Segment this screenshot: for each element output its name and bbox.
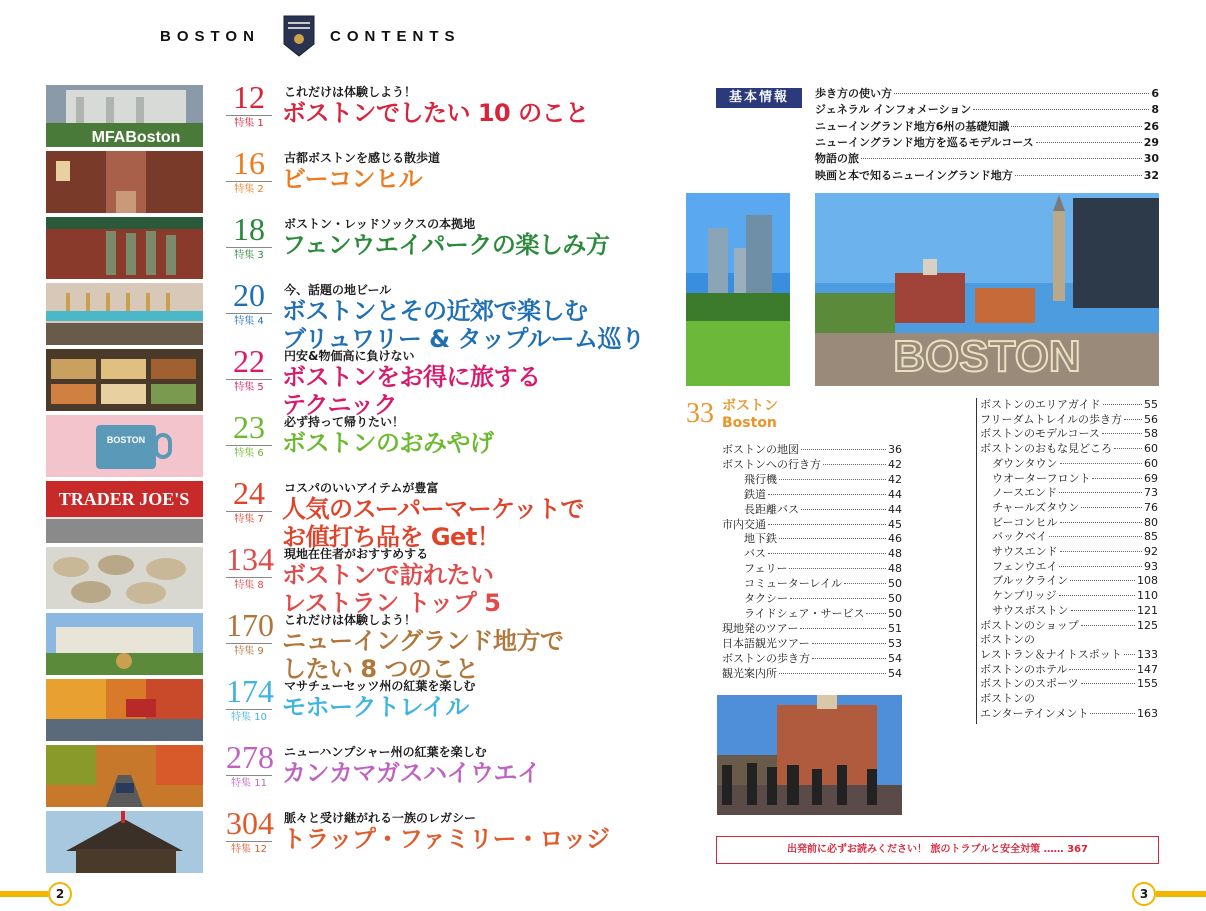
toc-entry-page: 8 <box>1151 103 1159 117</box>
toc-entry-label: バス <box>744 547 766 561</box>
feature-subtitle: これだけは体験しよう！ <box>284 613 417 627</box>
toc-entry-page: 6 <box>1151 87 1159 100</box>
toc-entry[interactable] <box>722 622 902 636</box>
svg-text:TRADER JOE'S: TRADER JOE'S <box>58 489 190 509</box>
header-boston: BOSTON <box>160 28 260 45</box>
feature-tag: 特集 8 <box>226 577 272 591</box>
toc-entry[interactable] <box>815 169 1159 183</box>
toc-entry[interactable] <box>992 501 1158 515</box>
toc-entry-page: 60 <box>1144 456 1158 470</box>
toc-entry[interactable] <box>992 530 1158 544</box>
toc-entry[interactable] <box>815 136 1159 150</box>
page-number-right: 3 <box>1132 882 1156 906</box>
feature-title[interactable]: ボストンのおみやげ <box>282 429 494 457</box>
toc-entry-page: 50 <box>888 592 902 605</box>
toc-entry-label: 物語の旅 <box>815 152 859 166</box>
boston-section-number: 33 <box>686 398 714 429</box>
toc-entry-label: ジェネラル インフォメーション <box>815 103 972 117</box>
toc-leader-dots <box>1102 433 1142 434</box>
toc-entry[interactable] <box>815 103 1159 117</box>
toc-entry-page: 76 <box>1144 500 1158 514</box>
toc-entry[interactable] <box>980 648 1158 662</box>
feature-tag: 特集 11 <box>226 775 272 789</box>
toc-entry-label: ダウンタウン <box>992 456 1058 470</box>
toc-entry[interactable] <box>815 120 1159 134</box>
feature-subtitle: マサチューセッツ州の紅葉を楽しむ <box>284 679 476 693</box>
feature-title[interactable]: お値打ち品を Get！ <box>282 523 501 551</box>
toc-entry-label: ボストンへの行き方 <box>722 457 821 471</box>
boston-common-badge-icon <box>282 14 316 58</box>
toc-entry[interactable] <box>722 652 902 666</box>
safety-notice[interactable]: 出発前に必ずお読みください！ 旅のトラブルと安全対策 …… 367 <box>716 836 1159 864</box>
toc-leader-dots <box>790 598 886 599</box>
toc-entry[interactable] <box>992 560 1158 574</box>
feature-photo-traderjoes <box>46 481 203 543</box>
toc-entry-label: ボストンのおもな見どころ <box>980 442 1112 456</box>
svg-text:BOSTON: BOSTON <box>106 435 146 445</box>
toc-leader-dots <box>1114 448 1142 449</box>
toc-entry-label: レストラン＆ナイトスポット <box>980 647 1122 661</box>
toc-entry-label: ボストンのスポーツ <box>980 677 1079 691</box>
toc-entry-label: 日本語観光ツアー <box>722 636 810 650</box>
toc-entry-label: ボストンのモデルコース <box>980 427 1100 441</box>
feature-title[interactable]: レストラン トップ 5 <box>282 589 501 617</box>
toc-entry[interactable] <box>980 663 1158 677</box>
toc-leader-dots <box>1124 419 1142 420</box>
toc-entry-label: ビーコンヒル <box>992 515 1058 529</box>
toc-entry-page: 125 <box>1137 618 1158 632</box>
feature-title[interactable]: ブリュワリー & タップルーム巡り <box>282 325 645 353</box>
toc-leader-dots <box>789 568 886 569</box>
boston-section-title <box>722 398 778 432</box>
toc-entry-label: ニューイングランド地方6州の基礎知識 <box>815 119 1010 133</box>
feature-page-number[interactable]: 304 <box>226 805 274 841</box>
toc-leader-dots <box>768 494 886 495</box>
toc-entry-label: 地下鉄 <box>744 532 777 546</box>
toc-entry-page: 133 <box>1137 647 1158 661</box>
feature-page-number[interactable]: 134 <box>226 541 274 577</box>
toc-entry-label: サウスエンド <box>992 545 1058 558</box>
toc-entry[interactable] <box>722 443 902 457</box>
feature-title[interactable]: ボストンをお得に旅する <box>282 363 541 391</box>
feature-subtitle: 現地在住者がおすすめする <box>284 547 429 561</box>
feature-title[interactable]: 人気のスーパーマーケットで <box>282 495 584 523</box>
toc-entry-label: エンターテインメント <box>980 706 1089 720</box>
toc-entry-page: 54 <box>888 651 902 665</box>
toc-leader-dots <box>812 658 886 659</box>
toc-entry-label: 飛行機 <box>744 472 777 486</box>
feature-page-number[interactable]: 16 <box>233 145 265 181</box>
feature-page-number[interactable]: 12 <box>233 79 265 115</box>
toc-leader-dots <box>894 93 1149 94</box>
feature-tag: 特集 1 <box>226 115 272 129</box>
toc-entry-label: 観光案内所 <box>722 666 777 680</box>
feature-page-number[interactable]: 20 <box>233 277 265 313</box>
toc-leader-dots <box>844 583 886 584</box>
toc-entry[interactable] <box>744 607 902 621</box>
toc-entry-page: 50 <box>888 577 902 591</box>
toc-entry[interactable] <box>992 589 1158 603</box>
toc-entry[interactable] <box>744 488 902 502</box>
toc-entry-label: バックベイ <box>992 530 1047 544</box>
toc-leader-dots <box>1011 126 1141 127</box>
feature-page-number[interactable]: 278 <box>226 739 274 775</box>
toc-leader-dots <box>1069 669 1135 670</box>
feature-subtitle: 古都ボストンを感じる散歩道 <box>284 151 441 165</box>
toc-entry-page: 51 <box>888 621 902 635</box>
toc-entry[interactable] <box>744 547 902 561</box>
feature-title[interactable]: ボストンとその近郊で楽しむ <box>282 297 588 325</box>
column-divider <box>976 398 977 724</box>
feature-page-number[interactable]: 23 <box>233 409 265 445</box>
feature-subtitle: コスパのいいアイテムが豊富 <box>284 481 439 495</box>
toc-entry[interactable] <box>980 413 1158 427</box>
feature-subtitle: 今、話題の地ビール <box>284 283 392 297</box>
toc-entry[interactable] <box>980 677 1158 691</box>
toc-leader-dots <box>823 464 886 465</box>
toc-leader-dots <box>1036 142 1142 143</box>
toc-leader-dots <box>1070 580 1135 581</box>
toc-leader-dots <box>973 109 1149 110</box>
svg-text:MFABoston: MFABoston <box>91 129 181 146</box>
toc-entry-page: 54 <box>888 666 902 680</box>
toc-leader-dots <box>1060 463 1142 464</box>
toc-entry-page: 42 <box>888 472 902 486</box>
toc-entry-page: 48 <box>888 562 902 576</box>
feature-tag: 特集 7 <box>226 511 272 525</box>
toc-entry-label: ボストンの地図 <box>722 443 799 456</box>
feature-subtitle: 必ず持って帰りたい！ <box>284 415 405 429</box>
toc-leader-dots <box>800 628 886 629</box>
toc-entry-page: 55 <box>1144 398 1158 411</box>
feature-subtitle: これだけは体験しよう！ <box>284 85 417 99</box>
toc-entry[interactable] <box>722 637 902 651</box>
toc-leader-dots <box>779 673 886 674</box>
feature-photo-buffet <box>46 349 203 411</box>
page-bar-right <box>1156 891 1206 897</box>
toc-entry-label: 市内交通 <box>722 517 766 531</box>
feature-subtitle: ボストン・レッドソックスの本拠地 <box>284 217 476 231</box>
toc-leader-dots <box>1092 478 1142 479</box>
feature-photo-fenway <box>46 217 203 279</box>
toc-entry[interactable] <box>744 503 902 517</box>
toc-entry[interactable] <box>980 633 1158 647</box>
toc-entry[interactable] <box>992 486 1158 500</box>
toc-entry[interactable] <box>744 592 902 606</box>
toc-entry[interactable] <box>815 152 1159 166</box>
toc-entry-label: チャールズタウン <box>992 500 1080 514</box>
feature-photo-lodge <box>46 811 203 873</box>
feature-tag: 特集 10 <box>226 709 272 723</box>
toc-entry-label: 鉄道 <box>744 487 766 501</box>
feature-title[interactable]: フェンウエイパークの楽しみ方 <box>282 231 610 259</box>
toc-entry-page: 93 <box>1144 559 1158 573</box>
toc-entry-label: フェンウエイ <box>992 559 1058 573</box>
toc-leader-dots <box>1103 404 1142 405</box>
toc-entry-page: 26 <box>1143 119 1159 133</box>
toc-leader-dots <box>779 538 886 539</box>
toc-leader-dots <box>866 613 886 614</box>
toc-entry-label: 現地発のツアー <box>722 621 799 635</box>
feature-page-number[interactable]: 174 <box>226 673 274 709</box>
toc-entry-page: 53 <box>888 636 902 650</box>
toc-entry-label: タクシー <box>744 592 788 605</box>
toc-entry-page: 36 <box>888 443 902 456</box>
feature-title[interactable]: トラップ・ファミリー・ロッジ <box>282 825 610 853</box>
toc-entry-page: 92 <box>1144 545 1158 558</box>
toc-entry-label: フェリー <box>744 562 788 576</box>
toc-leader-dots <box>1049 536 1142 537</box>
toc-entry-page: 45 <box>888 517 902 531</box>
faneuil-hall-boston-sign-photo <box>815 193 1159 386</box>
feature-page-number[interactable]: 18 <box>233 211 265 247</box>
toc-entry-label: ウオーターフロント <box>992 471 1091 485</box>
toc-entry-page: 80 <box>1144 515 1158 529</box>
toc-entry[interactable] <box>722 458 902 472</box>
feature-photo-alley <box>46 151 203 213</box>
feature-photo-beer <box>46 283 203 345</box>
toc-leader-dots <box>768 553 886 554</box>
toc-entry[interactable] <box>980 398 1158 412</box>
toc-leader-dots <box>779 479 886 480</box>
toc-entry-label: ブルックライン <box>992 574 1069 588</box>
feature-photo-mfa <box>46 85 203 147</box>
faneuil-hall-crowd-photo <box>717 695 902 815</box>
toc-entry[interactable] <box>744 577 902 591</box>
toc-entry-page: 147 <box>1137 662 1158 676</box>
toc-leader-dots <box>1059 492 1142 493</box>
feature-subtitle: ニューハンプシャー州の紅葉を楽しむ <box>284 745 487 759</box>
feature-page-number[interactable]: 24 <box>233 475 265 511</box>
toc-entry-label: ボストンの <box>980 633 1035 647</box>
toc-entry-page: 108 <box>1137 574 1158 588</box>
toc-entry-page: 110 <box>1137 589 1158 603</box>
toc-leader-dots <box>1081 683 1135 684</box>
toc-leader-dots <box>1124 654 1135 655</box>
feature-page-number[interactable]: 170 <box>226 607 274 643</box>
toc-entry-page: 44 <box>888 502 902 516</box>
toc-entry-page: 48 <box>888 547 902 561</box>
toc-entry-page: 32 <box>1143 168 1159 182</box>
toc-leader-dots <box>861 158 1142 159</box>
toc-entry-page: 50 <box>888 606 902 620</box>
toc-entry[interactable] <box>992 545 1158 559</box>
toc-entry-label: ニューイングランド地方を巡るモデルコース <box>815 135 1034 149</box>
toc-entry-label: ノースエンド <box>992 486 1058 500</box>
toc-entry-page: 30 <box>1143 152 1159 166</box>
toc-entry-label: ボストンの歩き方 <box>722 651 810 665</box>
toc-entry-page: 155 <box>1137 677 1158 691</box>
toc-entry[interactable] <box>992 472 1158 486</box>
toc-entry-label: ボストンのホテル <box>980 662 1068 676</box>
feature-photo-oysters <box>46 547 203 609</box>
toc-entry-label: 歩き方の使い方 <box>815 87 892 100</box>
toc-entry[interactable] <box>980 692 1158 706</box>
toc-entry[interactable] <box>744 473 902 487</box>
toc-entry-label: ライドシェア・サービス <box>744 606 865 620</box>
toc-leader-dots <box>768 524 886 525</box>
toc-entry-label: ボストンの <box>980 692 1035 705</box>
toc-entry[interactable] <box>980 427 1158 441</box>
toc-entry-label: コミューターレイル <box>744 577 843 591</box>
feature-tag: 特集 3 <box>226 247 272 261</box>
feature-photo-mansion <box>46 613 203 675</box>
toc-leader-dots <box>1071 610 1135 611</box>
feature-title[interactable]: テクニック <box>282 391 398 419</box>
kihon-label: 基本情報 <box>716 88 802 108</box>
feature-photo-road <box>46 745 203 807</box>
toc-entry-page: 73 <box>1144 486 1158 500</box>
toc-entry[interactable] <box>744 562 902 576</box>
feature-page-number[interactable]: 22 <box>233 343 265 379</box>
toc-entry[interactable] <box>722 667 902 681</box>
feature-tag: 特集 5 <box>226 379 272 393</box>
toc-entry-page: 29 <box>1143 135 1159 149</box>
boston-sign-text: BOSTON <box>893 332 1081 381</box>
toc-entry-page: 56 <box>1144 412 1158 426</box>
toc-entry-page: 121 <box>1137 603 1158 617</box>
feature-tag: 特集 6 <box>226 445 272 459</box>
header-contents: CONTENTS <box>330 28 461 45</box>
toc-entry-label: フリーダムトレイルの歩き方 <box>980 412 1123 426</box>
toc-entry[interactable] <box>744 532 902 546</box>
feature-title[interactable]: したい 8 つのこと <box>282 655 479 683</box>
toc-leader-dots <box>812 643 886 644</box>
toc-entry[interactable] <box>722 518 902 532</box>
toc-leader-dots <box>801 509 886 510</box>
toc-entry-label: 長距離バス <box>744 502 799 516</box>
toc-entry-label: ボストンのショップ <box>980 618 1079 632</box>
feature-title[interactable]: ボストンで訪れたい <box>282 561 494 589</box>
toc-entry-page: 46 <box>888 532 902 546</box>
feature-photo-autumn1 <box>46 679 203 741</box>
feature-tag: 特集 2 <box>226 181 272 195</box>
toc-leader-dots <box>1081 507 1142 508</box>
toc-entry[interactable] <box>980 442 1158 456</box>
toc-entry[interactable] <box>992 574 1158 588</box>
feature-title[interactable]: カンカマガスハイウエイ <box>282 759 541 787</box>
toc-entry-page: 163 <box>1137 706 1158 720</box>
feature-tag: 特集 12 <box>226 841 272 855</box>
toc-entry-page: 58 <box>1144 427 1158 441</box>
toc-entry-page: 85 <box>1144 530 1158 544</box>
page-bar-left <box>0 891 48 897</box>
toc-leader-dots <box>1090 713 1135 714</box>
toc-entry[interactable] <box>980 619 1158 633</box>
feature-title[interactable]: ビーコンヒル <box>282 165 423 193</box>
toc-entry-page: 60 <box>1144 442 1158 456</box>
toc-entry-page: 42 <box>888 457 902 471</box>
boston-title-ja: ボストン <box>722 398 778 414</box>
feature-tag: 特集 4 <box>226 313 272 327</box>
toc-leader-dots <box>1060 522 1142 523</box>
toc-entry-page: 69 <box>1144 471 1158 485</box>
toc-entry-page: 44 <box>888 487 902 501</box>
feature-tag: 特集 9 <box>226 643 272 657</box>
toc-leader-dots <box>1081 625 1135 626</box>
feature-title[interactable]: モホークトレイル <box>282 693 469 721</box>
skyscraper-park-photo <box>686 193 790 386</box>
toc-entry-label: ボストンのエリアガイド <box>980 398 1101 411</box>
feature-photo-mug <box>46 415 203 477</box>
toc-leader-dots <box>1059 595 1135 596</box>
toc-entry[interactable] <box>992 457 1158 471</box>
boston-title-en: Boston <box>722 415 777 431</box>
toc-entry-label: ケンブリッジ <box>992 589 1057 603</box>
feature-subtitle: 円安&物価高に負けない <box>284 349 415 363</box>
toc-entry-label: 映画と本で知るニューイングランド地方 <box>815 168 1013 182</box>
toc-entry[interactable] <box>992 516 1158 530</box>
toc-leader-dots <box>1015 175 1142 176</box>
toc-leader-dots <box>1059 566 1142 567</box>
toc-entry[interactable] <box>815 87 1159 101</box>
toc-entry[interactable] <box>980 707 1158 721</box>
feature-subtitle: 脈々と受け継がれる一族のレガシー <box>284 811 477 825</box>
toc-entry[interactable] <box>992 604 1158 618</box>
toc-leader-dots <box>1060 551 1142 552</box>
page-number-left: 2 <box>48 882 72 906</box>
toc-leader-dots <box>801 449 886 450</box>
feature-title[interactable]: ニューイングランド地方で <box>282 627 564 655</box>
toc-entry-label: サウスボストン <box>992 603 1069 617</box>
feature-title[interactable]: ボストンでしたい 10 のこと <box>282 99 589 127</box>
